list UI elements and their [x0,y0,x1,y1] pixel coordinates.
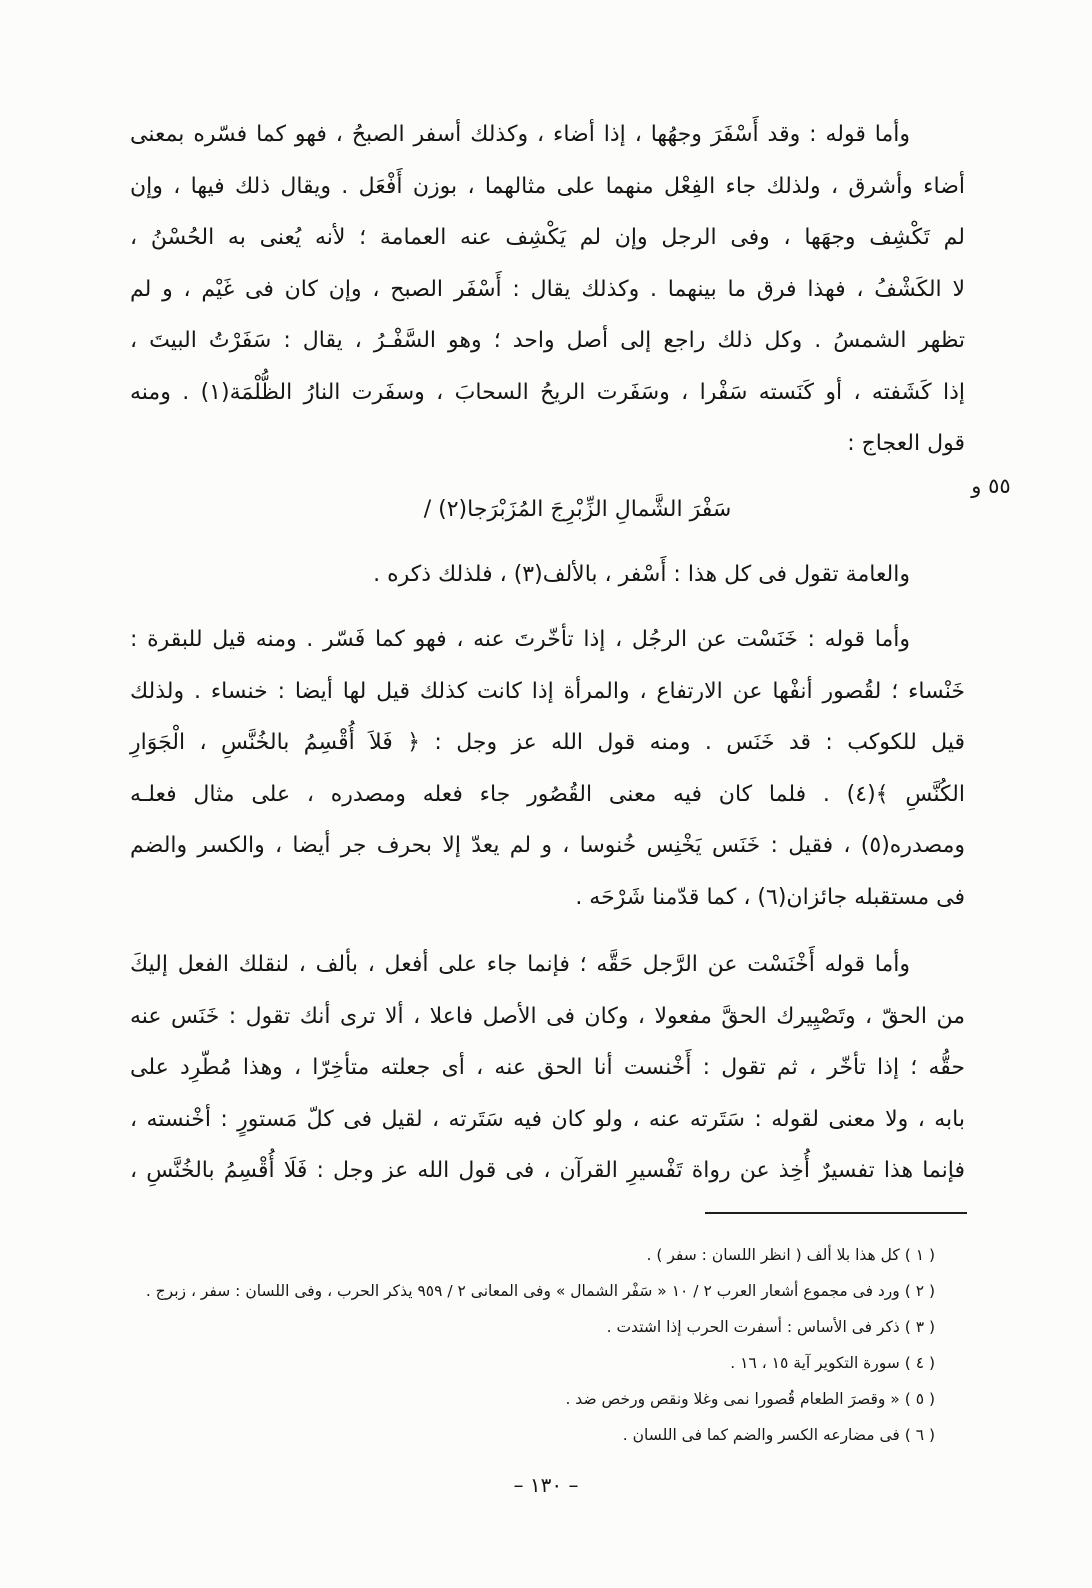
footnote: ( ٥ ) « وقصرَ الطعام قُصورا نمى وغلا ونقص ورخص ضد . [565,1390,935,1408]
footnote-divider [705,1212,967,1214]
text-line: لم تَكْشِف وجهَها ، وفى الرجل وإن لم يَكْشِف عنه العمامة ؛ لأنه يُعنى به الحُسْنُ ، [130,225,965,250]
text-line: ومصدره(٥) ، فقيل : خَنَس يَخْنِس خُنوسا ، و لم يعدّ إلا بحرف جر أيضا ، والكسر والضم [130,833,965,858]
text-line: إذا كَشَفته ، أو كَنَسته سَفْرا ، وسَفَرت الريحُ السحابَ ، وسفَرت النارُ الظُّلْمَة(١) . ومنه [130,379,965,405]
text-line: وأما قوله : وقد أَسْفَرَ وجهُها ، إذا أضاء ، وكذلك أسفر الصبحُ ، فهو كما فسّره بمعنى [130,122,910,147]
text-line: وأما قوله : خَنَسْت عن الرجُل ، إذا تأخّرتَ عنه ، فهو كما فَسّر . ومنه قيل للبقرة : [130,627,910,652]
page-number: – ١٣٠ – [513,1473,579,1497]
paragraph-2 [130,549,965,601]
text-line: قيل للكوكب : قد خَنَس . ومنه قول الله عز وجل : ﴿ فَلاَ أُقْسِمُ بالخُنَّسِ ، الْجَوَارِ [130,730,965,755]
footnote: ( ٢ ) ورد فى مجموع أشعار العرب ٢ / ١٠ « سَفْر الشمال » وفى المعانى ٢ / ٩٥٩ يذكر الحرب ، وفى اللسان : سفر ، زبرج . [145,1282,935,1300]
text-line: وأما قوله أَخْنَسْت عن الرَّجل حَقَّه ؛ فإنما جاء على أفعل ، بألف ، لنقلك الفعل إليكَ [130,952,910,977]
verse-line: سَفْرَ الشَّمالِ الزِّبْرِجَ المُزَبْرَجا(٢) / [423,497,732,522]
footnotes [130,1237,935,1453]
paragraph-4 [130,939,965,1197]
text-line: فإنما هذا تفسيرٌ أُخِذ عن رواة تَفْسيرِ القرآن ، فى قول الله عز وجل : فَلَا أُقْسِمُ بالخُنَّسِ ، [130,1158,965,1183]
margin-folio-note: ٥٥ و [971,474,1011,498]
footnote: ( ٣ ) ذكر فى الأساس : أسفرت الحرب إذا اشتدت . [606,1318,935,1336]
footnote: ( ٦ ) فى مضارعه الكسر والضم كما فى اللسان . [622,1426,935,1444]
paragraph-3 [130,614,965,923]
text-line: حقُّه ؛ إذا تأخّر ، ثم تقول : أَخْنست أنا الحق عنه ، أى جعلته متأخِرّا ، وهذا مُطّرِد على [130,1055,965,1080]
text-line: أضاء وأشرق ، ولذلك جاء الفِعْل منهما على مثالهما ، بوزن أَفْعَل . ويقال ذلك فيها ، وإن [130,173,965,199]
text-line: والعامة تقول فى كل هذا : أَسْفر ، بالألف(٣) ، فلذلك ذكره . [373,562,910,587]
text-line: بابه ، ولا معنى لقوله : سَتَرته عنه ، ولو كان فيه سَتَرته ، لقيل فى كلّ مَستورٍ : أخْنسته ، [130,1106,965,1132]
paragraph-1 [130,109,965,470]
text-line: الكُنَّسِ ﴾(٤) . فلما كان فيه معنى القُصُور جاء فعله ومصدره ، على مثال فعلـه [130,781,965,807]
footnote: ( ٤ ) سورة التكوير آية ١٥ ، ١٦ . [730,1354,935,1372]
footnote: ( ١ ) كل هذا بلا ألف ( انظر اللسان : سفر ) . [646,1246,935,1264]
text-line: خَنْساء ؛ لقُصور أنفْها عن الارتفاع ، والمرأة إذا كانت كذلك قيل لها أيضا : خنساء . ولذلك [130,678,965,704]
text-line: قول العجاج : [847,431,965,456]
text-line: فى مستقبله جائزان(٦) ، كما قدّمنا شَرْحَه . [575,884,965,910]
text-line: لا الكَشْفُ ، فهذا فرق ما بينهما . وكذلك يقال : أَسْفَر الصبح ، وإن كان فى غَيْم ، و لم [130,276,965,302]
text-line: تظهر الشمسُ . وكل ذلك راجع إلى أصل واحد ؛ وهو السَّفْـرُ ، يقال : سَفَرْتُ البيتَ ، [130,328,965,353]
text-line: من الحقّ ، وتَصْيِيرك الحقَّ مفعولا ، وكان فى الأصل فاعلا ، ألا ترى أنك تقول : خَنَس عنه [130,1003,965,1029]
